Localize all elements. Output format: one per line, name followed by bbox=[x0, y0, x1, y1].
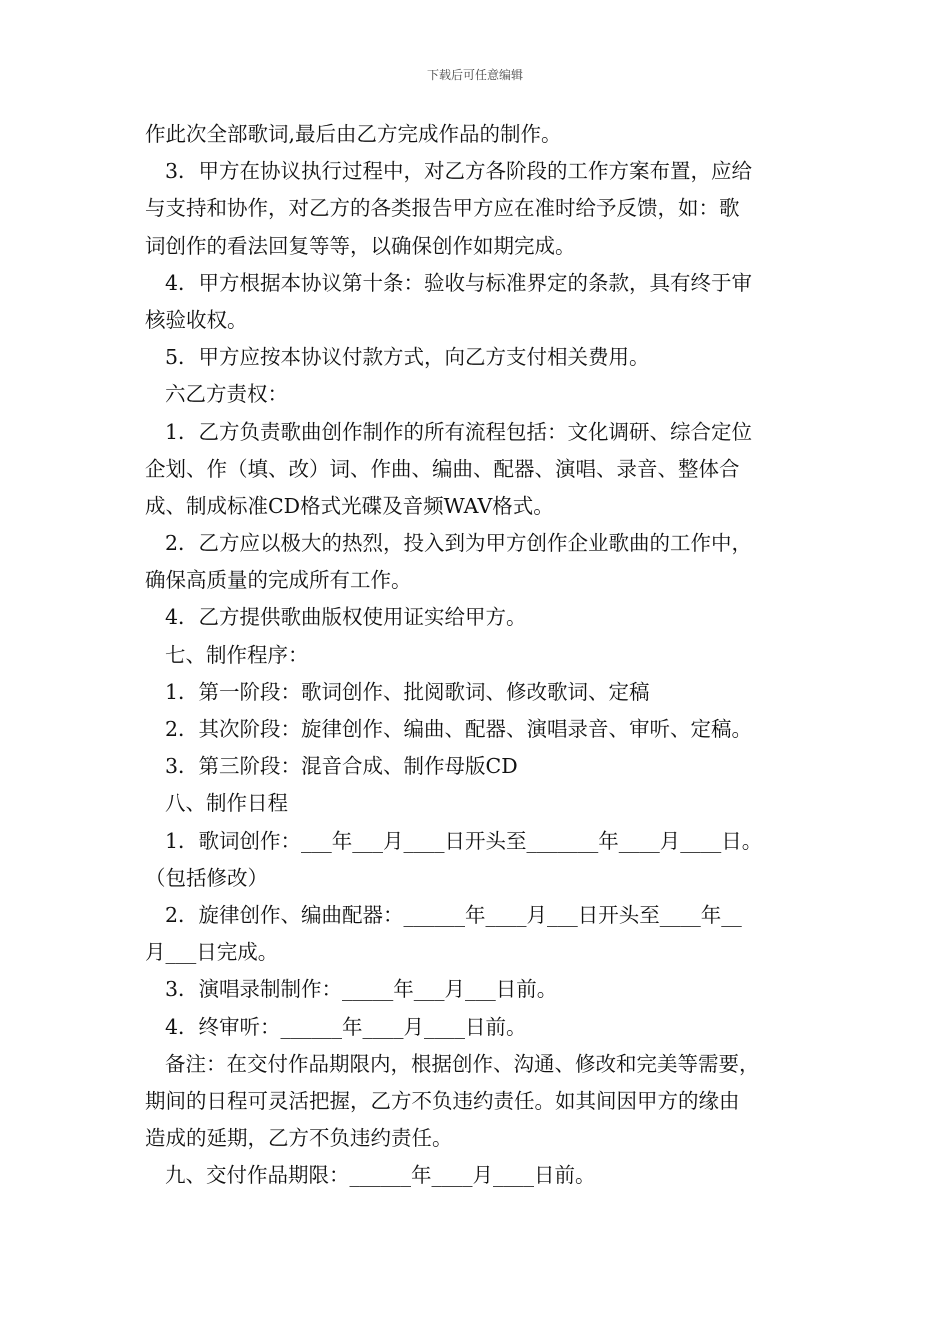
paragraph-line: 1．第一阶段：歌词创作、批阅歌词、修改歌词、定稿 bbox=[165, 679, 650, 704]
paragraph-line: （包括修改） bbox=[145, 865, 268, 890]
paragraph-line: 2．乙方应以极大的热烈，投入到为甲方创作企业歌曲的工作中， bbox=[165, 531, 753, 556]
paragraph-line: 3．演唱录制制作：_____年___月___日前。 bbox=[165, 977, 558, 1002]
paragraph-line: 4．甲方根据本协议第十条：验收与标准界定的条款，具有终于审 bbox=[165, 270, 753, 295]
paragraph-line: 作此次全部歌词,最后由乙方完成作品的制作。 bbox=[145, 122, 562, 146]
paragraph-line: 3．甲方在协议执行过程中，对乙方各阶段的工作方案布置，应给 bbox=[165, 159, 753, 184]
page-header-note: 下载后可任意编辑 bbox=[426, 68, 523, 82]
section-heading: 九、交付作品期限：______年____月____日前。 bbox=[165, 1163, 596, 1188]
paragraph-line: 2．其次阶段：旋律创作、编曲、配器、演唱录音、审听、定稿。 bbox=[165, 717, 753, 741]
section-heading: 六乙方责权： bbox=[165, 382, 288, 407]
paragraph-line: 企划、作（填、改）词、作曲、编曲、配器、演唱、录音、整体合 bbox=[145, 456, 740, 481]
paragraph-line: 月___日完成。 bbox=[145, 940, 279, 965]
section-heading: 八、制作日程 bbox=[165, 791, 288, 816]
paragraph-line: 造成的延期，乙方不负违约责任。 bbox=[145, 1126, 453, 1151]
paragraph-line: 核验收权。 bbox=[145, 307, 248, 332]
paragraph-line: 备注：在交付作品期限内，根据创作、沟通、修改和完美等需要， bbox=[165, 1051, 760, 1076]
paragraph-line: 成、制成标准CD格式光碟及音频WAV格式。 bbox=[145, 493, 554, 518]
paragraph-line: 1．歌词创作：___年___月____日开头至_______年____月____日。 bbox=[165, 828, 763, 853]
paragraph-line: 3．第三阶段：混音合成、制作母版CD bbox=[165, 754, 518, 779]
paragraph-line: 5．甲方应按本协议付款方式，向乙方支付相关费用。 bbox=[165, 345, 650, 370]
paragraph-line: 期间的日程可灵活把握，乙方不负违约责任。如其间因甲方的缘由 bbox=[145, 1088, 740, 1113]
paragraph-line: 4．乙方提供歌曲版权使用证实给甲方。 bbox=[165, 605, 527, 630]
document-body bbox=[145, 116, 815, 1194]
paragraph-line: 与支持和协作，对乙方的各类报告甲方应在准时给予反馈，如：歌 bbox=[145, 196, 740, 221]
paragraph-line: 4．终审听：______年____月____日前。 bbox=[165, 1014, 527, 1039]
paragraph-line: 确保高质量的完成所有工作。 bbox=[145, 568, 412, 593]
paragraph-line: 词创作的看法回复等等，以确保创作如期完成。 bbox=[145, 233, 576, 258]
section-heading: 七、制作程序： bbox=[165, 642, 309, 667]
paragraph-line: 1．乙方负责歌曲创作制作的所有流程包括：文化调研、综合定位 bbox=[165, 419, 753, 444]
paragraph-line: 2．旋律创作、编曲配器：______年____月___日开头至____年__ bbox=[165, 902, 742, 927]
